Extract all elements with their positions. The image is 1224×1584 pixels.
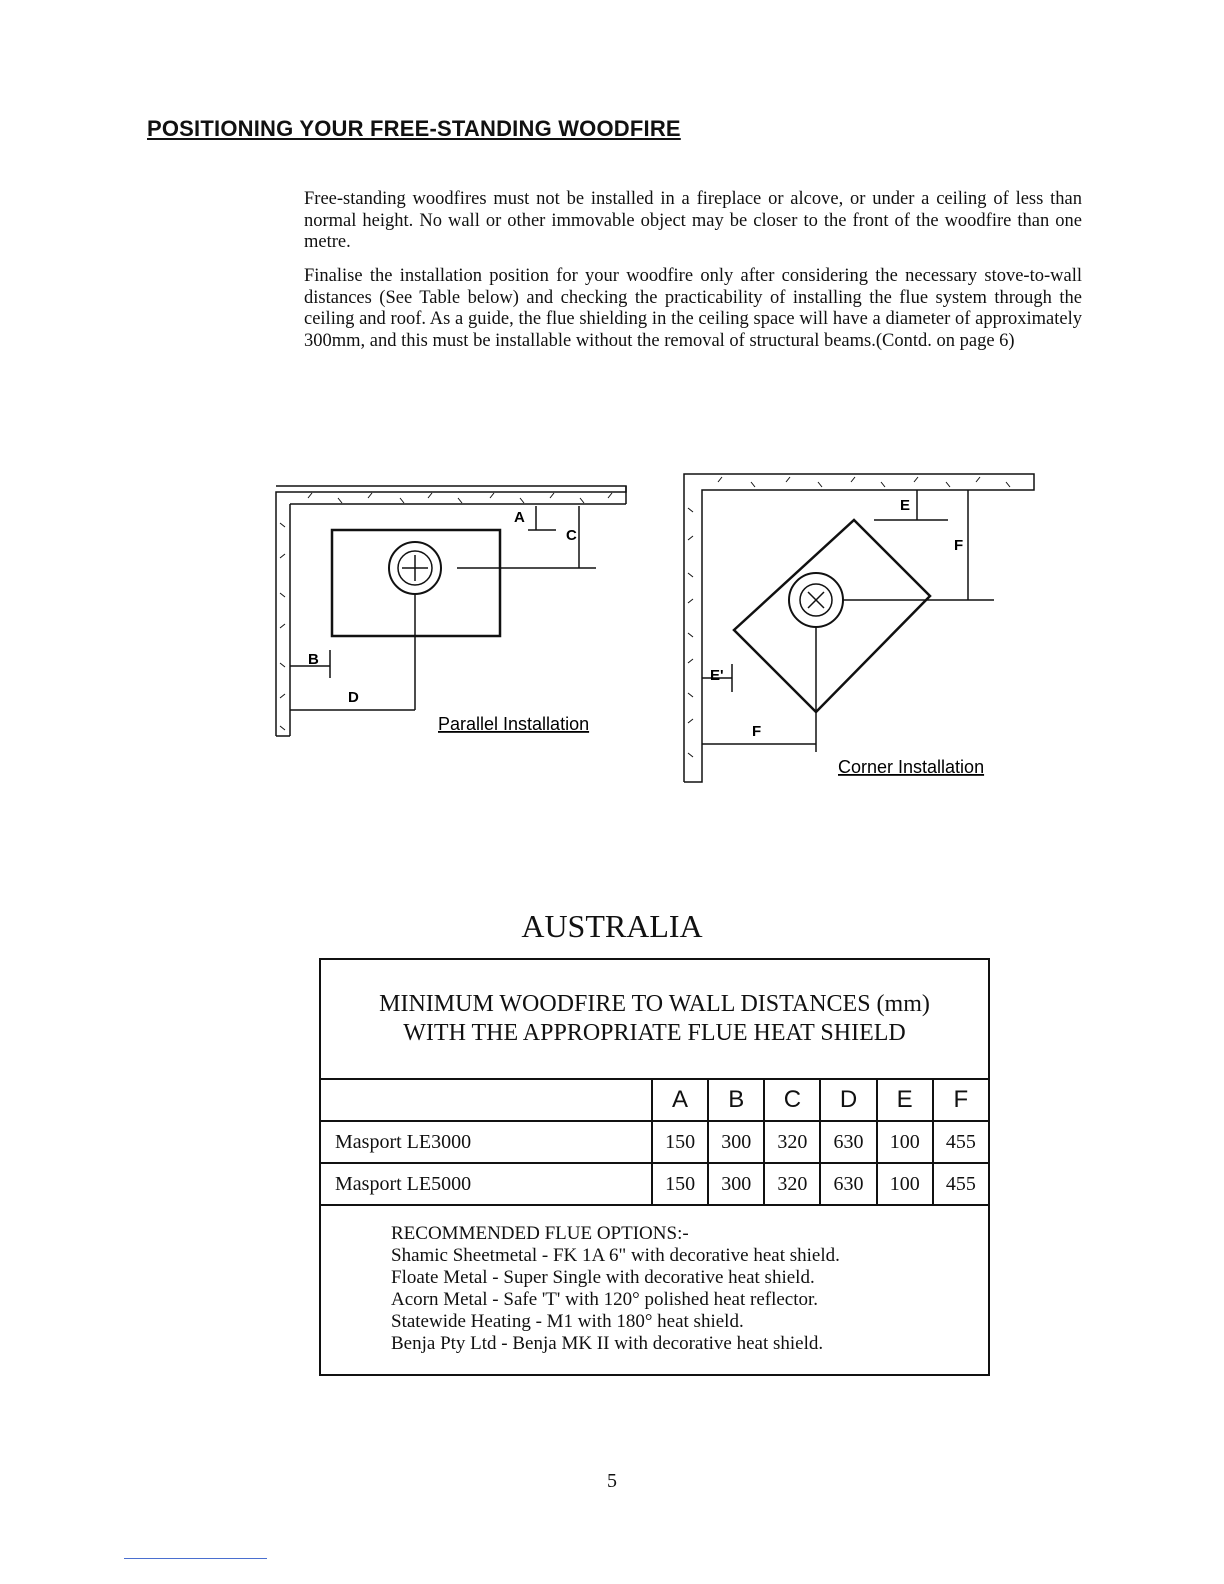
parallel-installation-diagram xyxy=(268,478,628,740)
label-a: A xyxy=(514,509,525,526)
col-header: F xyxy=(933,1079,989,1121)
value-cell: 320 xyxy=(764,1163,820,1205)
value-cell: 100 xyxy=(877,1121,933,1163)
value-cell: 455 xyxy=(933,1163,989,1205)
value-cell: 300 xyxy=(708,1121,764,1163)
value-cell: 455 xyxy=(933,1121,989,1163)
page-number: 5 xyxy=(607,1470,617,1492)
table-title-line2: WITH THE APPROPRIATE FLUE HEAT SHIELD xyxy=(403,1020,906,1046)
corner-caption: Corner Installation xyxy=(838,757,985,777)
col-header: B xyxy=(708,1079,764,1121)
wall-outline xyxy=(276,486,626,736)
label-f-right: F xyxy=(954,537,964,554)
flue-option-item: Floate Metal - Super Single with decorative heat shield. xyxy=(391,1267,815,1288)
table-row xyxy=(320,1121,989,1163)
label-e-top: E xyxy=(900,497,911,514)
parallel-caption: Parallel Installation xyxy=(438,714,590,734)
label-c: C xyxy=(566,527,577,544)
table-row xyxy=(320,1163,989,1205)
stove-body xyxy=(332,530,500,636)
label-e-left: E' xyxy=(710,667,724,684)
label-d: D xyxy=(348,689,359,706)
distance-table-box xyxy=(319,958,990,1376)
value-cell: 150 xyxy=(652,1163,708,1205)
value-cell: 150 xyxy=(652,1121,708,1163)
flue-option-item: Benja Pty Ltd - Benja MK II with decorative heat shield. xyxy=(391,1333,824,1354)
model-cell: Masport LE5000 xyxy=(320,1163,652,1205)
col-header: D xyxy=(820,1079,876,1121)
table-title-line1: MINIMUM WOODFIRE TO WALL DISTANCES (mm) xyxy=(379,991,930,1017)
value-cell: 300 xyxy=(708,1163,764,1205)
table-header-row xyxy=(320,1079,989,1121)
header-blank xyxy=(320,1079,652,1121)
distance-table xyxy=(319,1078,990,1206)
col-header: C xyxy=(764,1079,820,1121)
page-heading: POSITIONING YOUR FREE-STANDING WOODFIRE xyxy=(147,116,681,141)
value-cell: 320 xyxy=(764,1121,820,1163)
flue-option-item: Statewide Heating - M1 with 180° heat shield. xyxy=(391,1311,744,1332)
intro-paragraph: Free-standing woodfires must not be installed in a fireplace or alcove, or under a ceiling of less than normal height. No wall or other immovable object may be closer to the front of the woodfire than one metre. xyxy=(304,189,1082,252)
label-b: B xyxy=(308,651,319,668)
col-header: A xyxy=(652,1079,708,1121)
model-cell: Masport LE3000 xyxy=(320,1121,652,1163)
flue-option-item: Acorn Metal - Safe 'T' with 120° polished heat reflector. xyxy=(391,1289,819,1310)
col-header: E xyxy=(877,1079,933,1121)
table-title xyxy=(321,990,988,1048)
label-f-bottom: F xyxy=(752,723,762,740)
value-cell: 630 xyxy=(820,1163,876,1205)
flue-options xyxy=(391,1223,840,1355)
flue-options-heading: RECOMMENDED FLUE OPTIONS:- xyxy=(391,1223,689,1244)
country-heading: AUSTRALIA xyxy=(521,908,703,944)
footnote-divider xyxy=(124,1558,267,1559)
value-cell: 100 xyxy=(877,1163,933,1205)
value-cell: 630 xyxy=(820,1121,876,1163)
corner-installation-diagram xyxy=(676,468,1042,786)
positioning-paragraph: Finalise the installation position for your woodfire only after considering the necessary stove-to-wall distances (See Table below) and checking the practicability of installing the flue system through the ceiling and roof. As a guide, the flue shielding in the ceiling space will have a diameter of approximately 300mm, and this must be installable without the removal of structural beams.(Contd. on page 6) xyxy=(304,266,1082,351)
flue-option-item: Shamic Sheetmetal - FK 1A 6" with decorative heat shield. xyxy=(391,1245,840,1266)
stove-body xyxy=(734,520,930,712)
